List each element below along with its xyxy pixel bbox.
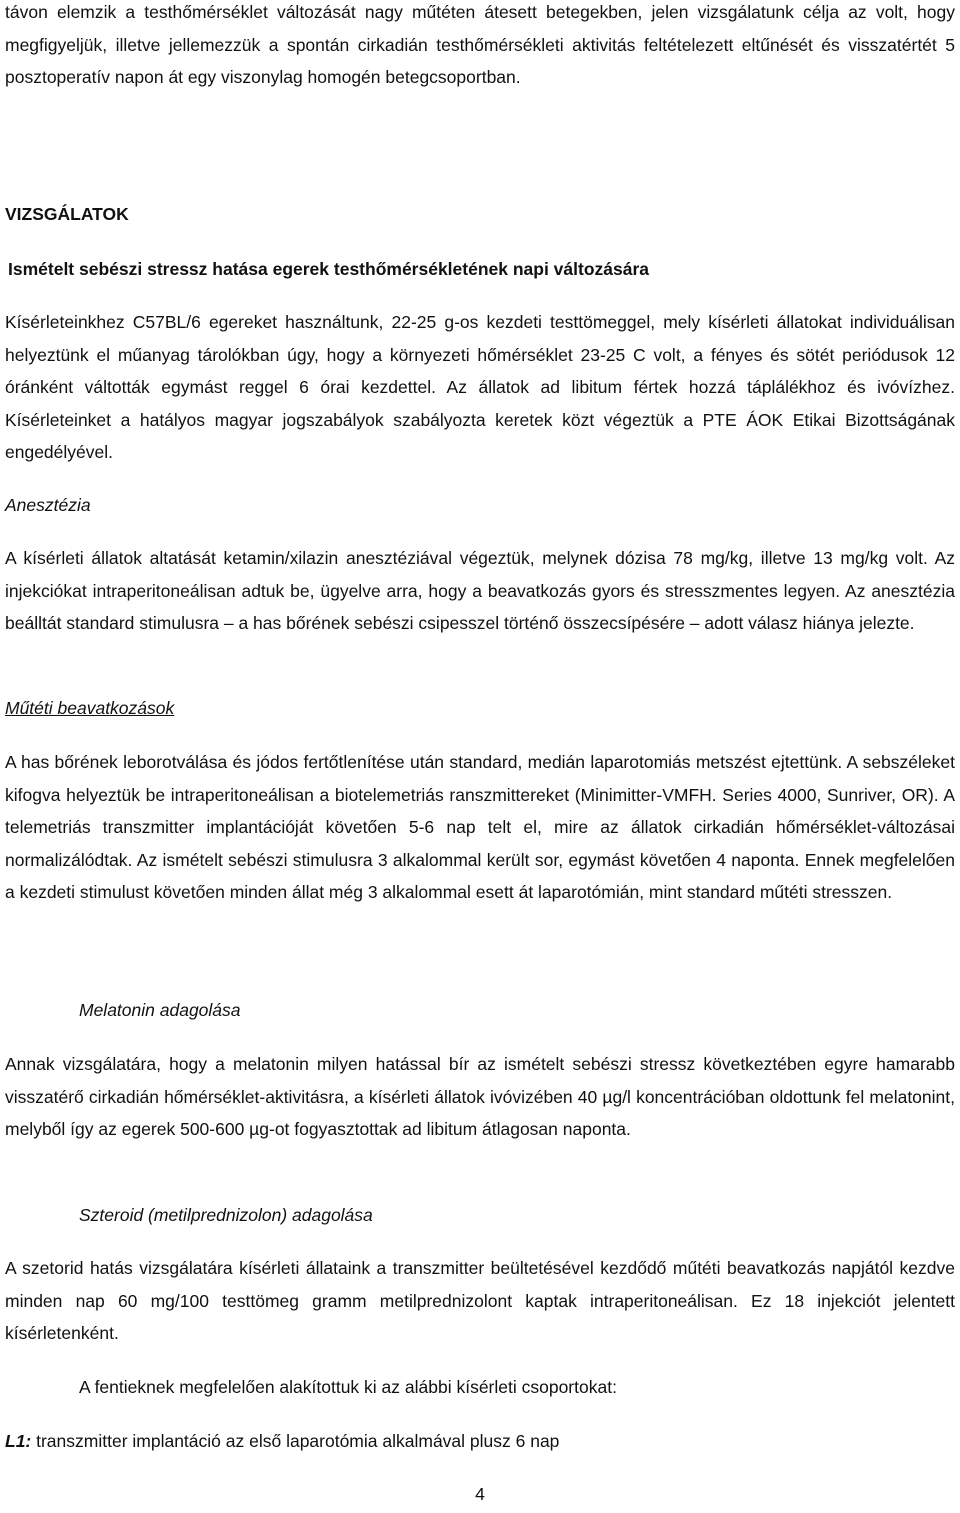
- paragraph-animals: [5, 306, 955, 469]
- paragraph-anesthesia: A kísérleti állatok altatását ketamin/xilazin anesztéziával végeztük, melynek dózisa 78 mg/kg, illetve 13 mg/kg volt. Az injekciókat intraperitoneálisan adtuk be, ügyelve arra, hogy a beavatkozás gyors és stresszmentes legyen. Az anesztézia beálltát standard stimulusra – a has bőrének sebészi csipesszel történő összecsípésére – adott válasz hiánya jelezte.: [5, 548, 955, 634]
- steroid-heading: Szteroid (metilprednizolon) adagolása: [79, 1205, 373, 1225]
- paragraph-animals-part3: Kísérleteinket a hatályos magyar jogszabályok szabályozta keretek közt végeztük a PTE ÁOK Etikai Bizottságának engedélyével.: [5, 409, 955, 463]
- subsection-heading: Ismételt sebészi stressz hatása egerek testhőmérsékletének napi változására: [8, 259, 650, 279]
- paragraph-animals-part1: Kísérleteinkhez C57BL/6 egereket használtunk, 22-25 g-os kezdeti testtömeggel, mely kísérleti állatokat individuálisan helyeztünk el műanyag tárolókban úgy, hogy a környezeti hőmérséklet 23-25 C volt, a fényes és sötét periódusok 12 óránként váltották egymást reggel 6 órai kezdettel.: [5, 312, 955, 398]
- section-heading: VIZSGÁLATOK: [5, 204, 129, 224]
- melatonin-heading: Melatonin adagolása: [79, 1000, 241, 1020]
- paragraph-animals-part2: Az állatok ad libitum fértek hozzá táplálékhoz és ivóvízhez.: [435, 377, 955, 398]
- paragraph-steroid: A szetorid hatás vizsgálatára kísérleti állataink a transzmitter beültetésével kezdődő műtéti beavatkozás napjától kezdve minden nap 60 mg/100 testtömeg gramm metilprednizolont kaptak intraperitoneálisan. Ez 18 injekciót jelentett kísérletenként.: [5, 1258, 955, 1344]
- document-page: [5, 0, 955, 1513]
- paragraph-surgery: A has bőrének leborotválása és jódos fertőtlenítése után standard, medián laparotomiás metszést ejtettünk. A sebszéleket kifogva helyeztük be intraperitoneálisan a biotelemetriás ranszmittereket (Minimitter-VMFH. Series 4000, Sunriver, OR). A telemetriás transzmitter implantációját követően 5-6 nap telt el, mire az állatok cirkadián hőmérséklet-változásai normalizálódtak. Az ismételt sebészi stimulusra 3 alkalommal került sor, egymást követően 4 naponta. Ennek megfelelően a kezdeti stimulust követően minden állat még 3 alkalommal esett át laparotómián, mint standard műtéti stresszen.: [5, 752, 955, 903]
- groups-intro: A fentieknek megfelelően alakítottuk ki az alábbi kísérleti csoportokat:: [79, 1377, 617, 1397]
- group-l1-label: L1:: [5, 1431, 32, 1451]
- page-number: 4: [475, 1484, 485, 1504]
- paragraph-melatonin: Annak vizsgálatára, hogy a melatonin milyen hatással bír az ismételt sebészi stressz következtében egyre hamarabb visszatérő cirkadián hőmérséklet-aktivitásra, a kísérleti állatok ivóvizében 40 µg/l koncentrációban oldottunk fel melatonint, melyből így az egerek 500-600 µg-ot fogyasztottak ad libitum átlagosan naponta.: [5, 1054, 955, 1140]
- group-l1-text: transzmitter implantáció az első laparotómia alkalmával plusz 6 nap: [31, 1431, 560, 1451]
- intro-paragraph: távon elemzik a testhőmérséklet változását nagy műtéten átesett betegekben, jelen vizsgálatunk célja az volt, hogy megfigyeljük, illetve jellemezzük a spontán cirkadián testhőmérsékleti aktivitás feltételezett eltűnését és visszatértét 5 posztoperatív napon át egy viszonylag homogén betegcsoportban.: [5, 2, 955, 88]
- anesthesia-heading: Anesztézia: [5, 495, 91, 515]
- surgery-heading: Műtéti beavatkozások: [5, 698, 175, 718]
- group-l1: [5, 1425, 955, 1458]
